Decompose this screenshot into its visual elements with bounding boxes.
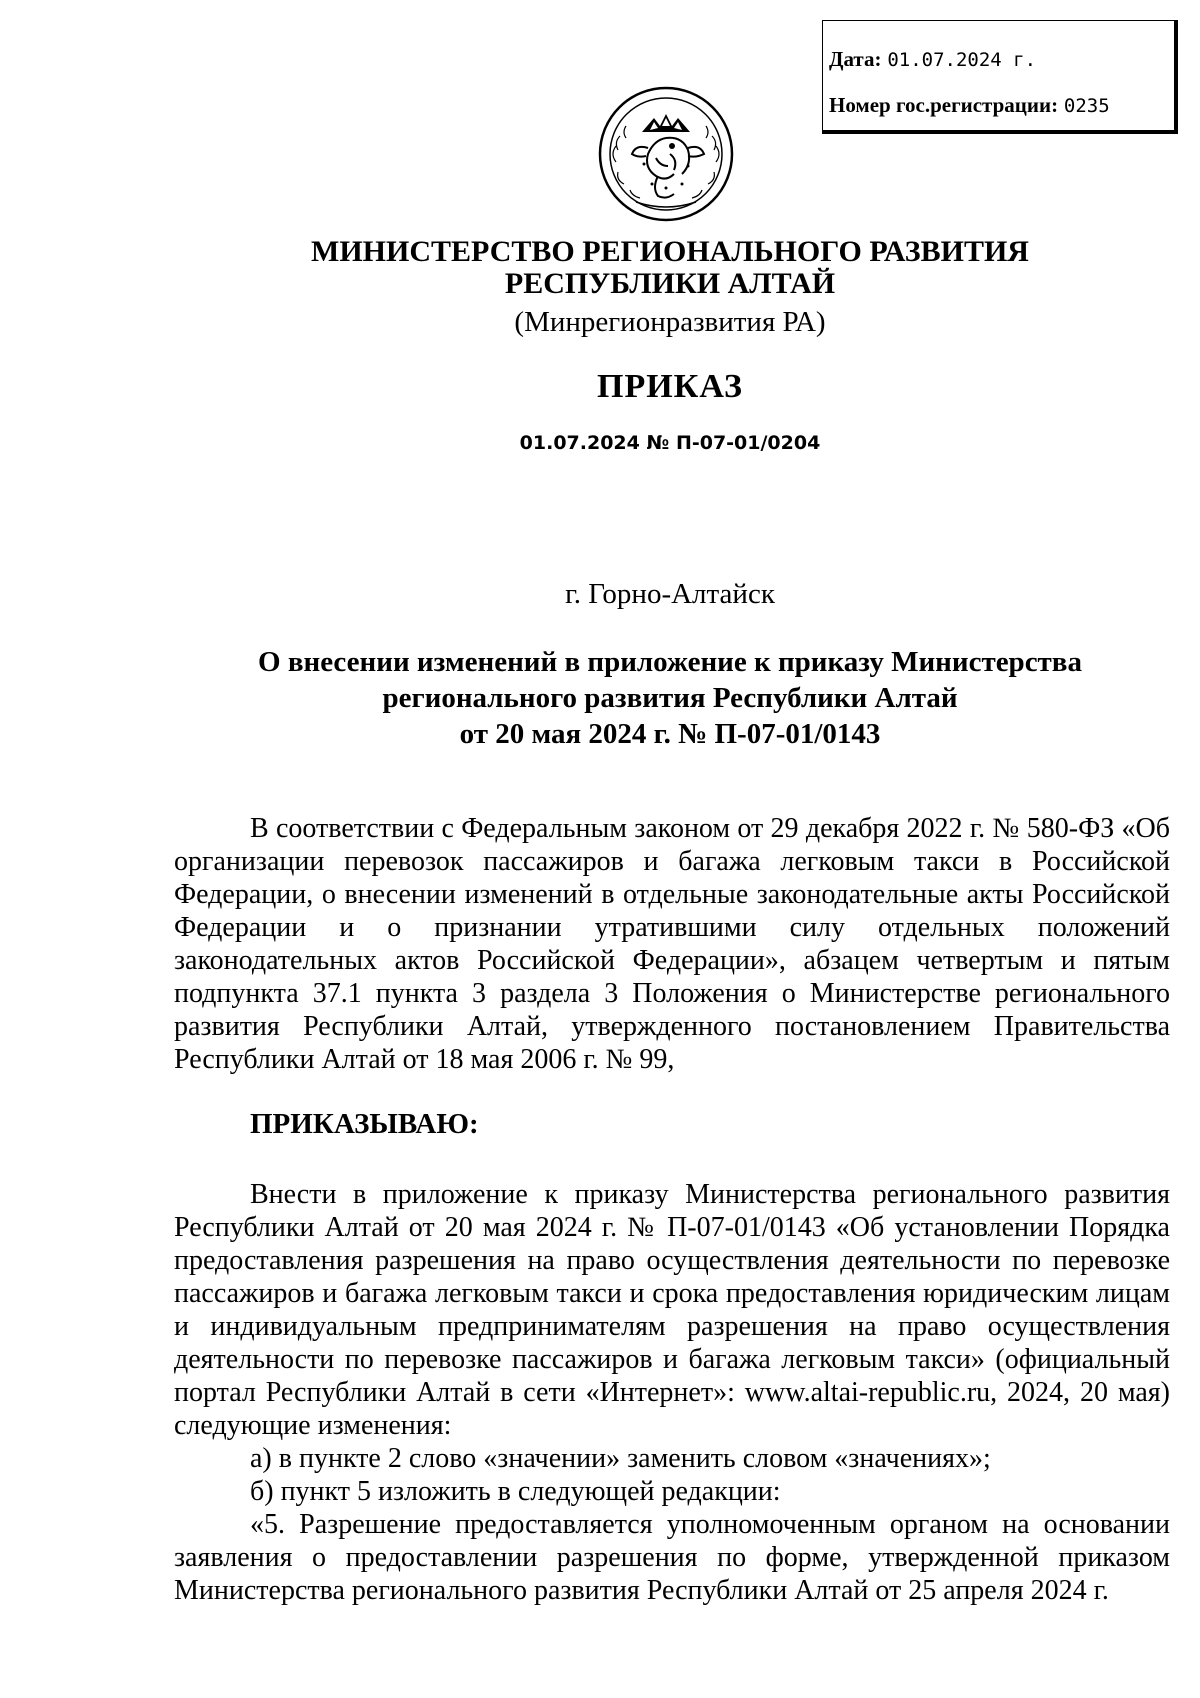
registration-number [829,93,1110,118]
registration-number-label: Номер гос.регистрации: [829,93,1059,117]
ministry-name-line1: МИНИСТЕРСТВО РЕГИОНАЛЬНОГО РАЗВИТИЯ [311,235,1029,268]
document-city: г. Горно-Алтайск [565,578,775,610]
document-type-title: ПРИКАЗ [597,368,743,405]
amendment-item-b: б) пункт 5 изложить в следующей редакции: [250,1476,781,1507]
decree-heading: ПРИКАЗЫВАЮ: [250,1108,479,1140]
registration-stamp [822,20,1178,134]
document-date-number: 01.07.2024 № П-07-01/0204 [519,432,821,454]
document-subject [0,644,1200,752]
subject-line2: регионального развития Республики Алтай [382,682,958,714]
registration-number-value: 0235 [1063,95,1110,117]
subject-line1: О внесении изменений в приложение к приказу Министерства [258,646,1082,678]
ministry-name [0,236,1200,300]
registration-date [829,47,1036,72]
amendment-item-a: а) в пункте 2 слово «значении» заменить словом «значениях»; [250,1443,991,1474]
preamble-paragraph: В соответствии с Федеральным законом от 29 декабря 2022 г. № 580-ФЗ «Об организации перевозок пассажиров и багажа легковым такси в Российской Федерации, о внесении изменений в отдельные законодательные акты Российской Федерации и о признании утратившими силу отдельных положений законодательных актов Российской Федерации», абзацем четвертым и пятым подпункта 37.1 пункта 3 раздела 3 Положения о Министерстве регионального развития Республики Алтай, утвержденного постановлением Правительства Республики Алтай от 18 мая 2006 г. № 99, [174,813,1170,1075]
altai-republic-coat-of-arms-icon [596,84,736,224]
amendment-paragraph: Внести в приложение к приказу Министерства регионального развития Республики Алтай от 20 мая 2024 г. № П-07-01/0143 «Об установлении Порядка предоставления разрешения на право осуществления деятельности по перевозке пассажиров и багажа легковым такси и срока предоставления юридическим лицам и индивидуальным предпринимателям разрешения на право осуществления деятельности по перевозке пассажиров и багажа легковым такси» (официальный портал Республики Алтай в сети «Интернет»: www.altai-republic.ru, 2024, 20 мая) следующие изменения: [174,1179,1170,1441]
ministry-name-line2: РЕСПУБЛИКИ АЛТАЙ [504,267,836,300]
ministry-short-name: (Минрегионразвития РА) [514,306,826,338]
registration-date-value: 01.07.2024 г. [887,49,1037,71]
new-clause-paragraph: «5. Разрешение предоставляется уполномоченным органом на основании заявления о предоставлении разрешения по форме, утвержденной приказом Министерства регионального развития Республики Алтай от 25 апреля 2024 г. [174,1509,1170,1606]
registration-date-label: Дата: [829,47,882,71]
subject-line3: от 20 мая 2024 г. № П-07-01/0143 [459,718,881,750]
